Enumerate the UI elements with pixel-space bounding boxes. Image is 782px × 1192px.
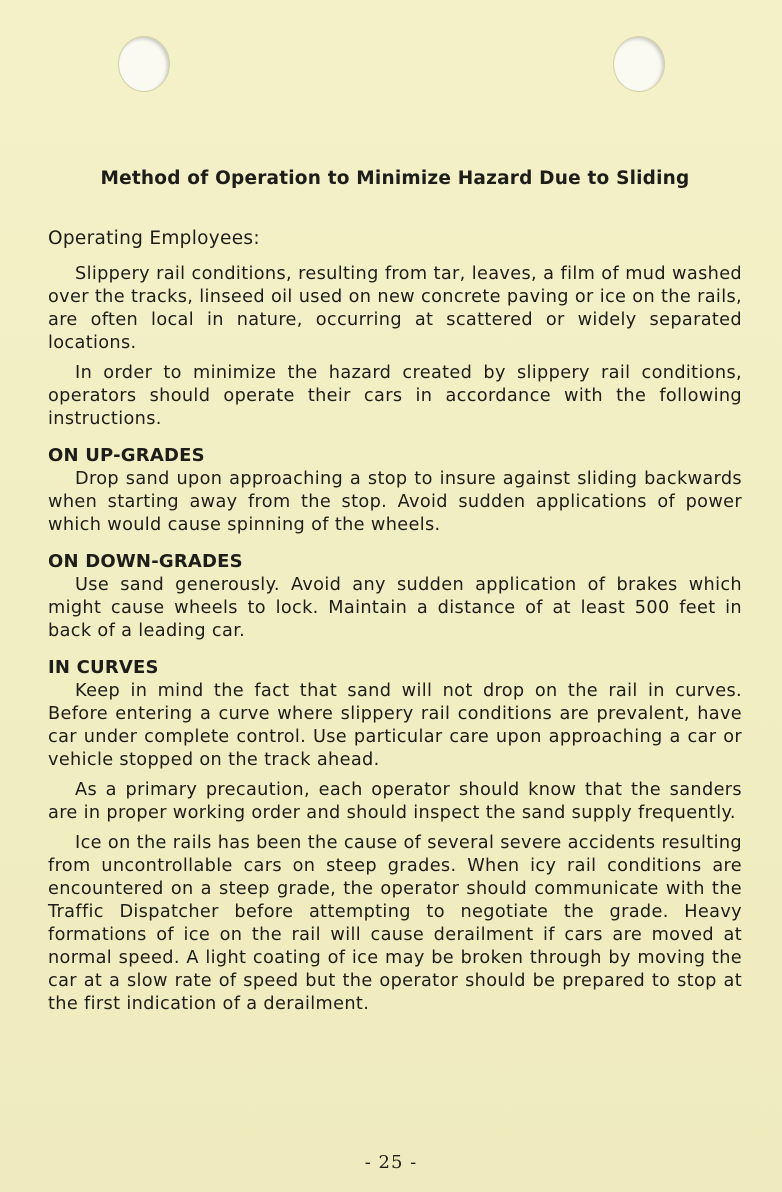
section-paragraph: Keep in mind the fact that sand will not drop on the rail in curves. Before entering a curve where slippery rail conditions are prevalent, have car under complete control. Use particular care upon approaching a car or vehicle stopped on the track ahead. (48, 681, 742, 770)
section-paragraph: Ice on the rails has been the cause of several severe accidents resulting from uncontrollable cars on steep grades. When icy rail conditions are encountered on a steep grade, the operator should communicate with the Traffic Dispatcher before attempting to negotiate the grade. Heavy formations of ice on the rail will cause derailment if cars are moved at normal speed. A light coating of ice may be broken through by moving the car at a slow rate of speed but the operator should be prepared to stop at the first indication of a derailment. (48, 833, 742, 1014)
section-paragraph: As a primary precaution, each operator should know that the sanders are in proper working order and should inspect the sand supply frequently. (48, 780, 742, 823)
section-paragraph: Drop sand upon approaching a stop to insure against sliding backwards when starting away from the stop. Avoid sudden applications of power which would cause spinning of the wheels. (48, 469, 742, 535)
page-content (48, 228, 742, 1023)
intro-paragraph: In order to minimize the hazard created by slippery rail conditions, operators should operate their cars in accordance with the following instructions. (48, 363, 742, 429)
section-in-curves (48, 657, 742, 1016)
section-heading: IN CURVES (48, 657, 159, 678)
page-number: - 25 - (364, 1152, 418, 1173)
punch-hole-left (119, 37, 169, 91)
page-title: Method of Operation to Minimize Hazard Due to Sliding (100, 168, 690, 189)
section-down-grades (48, 551, 742, 643)
section-paragraph: Use sand generously. Avoid any sudden application of brakes which might cause wheels to lock. Maintain a distance of at least 500 feet in back of a leading car. (48, 575, 742, 641)
intro-label: Operating Employees: (48, 228, 260, 249)
punch-hole-right (614, 37, 664, 91)
intro-paragraph: Slippery rail conditions, resulting from tar, leaves, a film of mud washed over the tracks, linseed oil used on new concrete paving or ice on the rails, are often local in nature, occurring at scattered or widely separated locations. (48, 264, 742, 353)
section-heading: ON DOWN-GRADES (48, 551, 243, 572)
section-up-grades (48, 445, 742, 537)
section-heading: ON UP-GRADES (48, 445, 205, 466)
